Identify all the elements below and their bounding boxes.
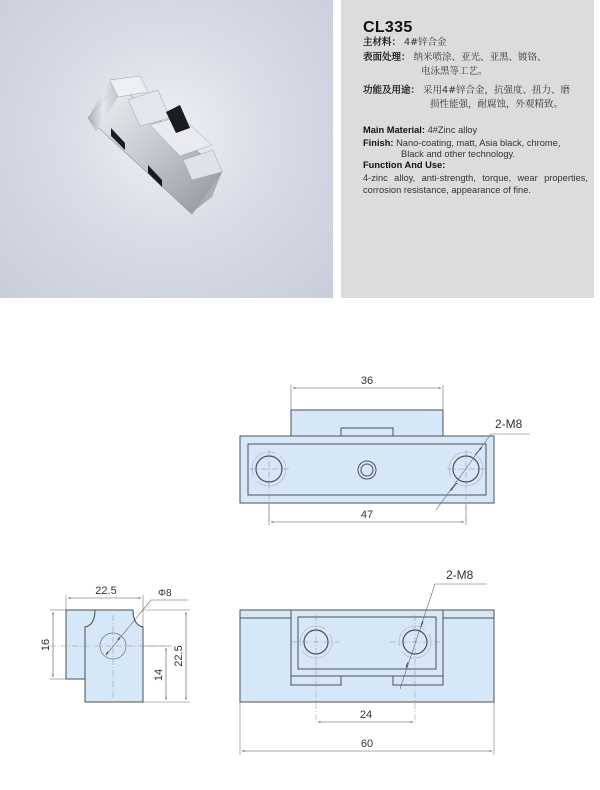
cn-function-label: 功能及用途： [363, 85, 421, 96]
dim-60: 60 [360, 738, 374, 750]
dim-22-5-width: 22.5 [95, 585, 117, 597]
en-material-value: 4#Zinc alloy [427, 125, 478, 135]
cn-function-row [363, 84, 570, 98]
dim-47: 47 [360, 509, 374, 521]
spec-panel [341, 0, 594, 298]
cn-finish-label: 表面处理： [363, 52, 411, 63]
cn-material-row [363, 36, 447, 50]
en-finish-row [363, 138, 560, 150]
en-material-row [363, 125, 477, 137]
en-finish-label: Finish: [363, 138, 394, 148]
cn-material-value: 4#锌合金 [404, 37, 447, 48]
callout-2-m8-top: 2-M8 [495, 417, 523, 431]
cn-finish-row [363, 51, 547, 65]
dim-24: 24 [359, 709, 373, 721]
cn-finish-value-2: 电泳黑等工艺。 [421, 66, 488, 77]
dim-16: 16 [40, 638, 52, 652]
technical-drawing [0, 300, 600, 785]
en-function-label: Function And Use: [363, 160, 446, 170]
dim-22-5-height: 22.5 [173, 645, 185, 667]
dim-36: 36 [360, 375, 374, 387]
dim-phi-8: Φ8 [158, 588, 172, 599]
en-material-label: Main Material: [363, 125, 425, 135]
side-view [40, 585, 190, 702]
drawing-canvas [0, 300, 600, 785]
top-view [240, 375, 530, 525]
dim-14: 14 [153, 668, 165, 682]
en-finish-value-1: Nano-coating, matt, Asia black, chrome, [396, 138, 561, 148]
hinge-image [0, 0, 333, 298]
model-number: CL335 [363, 19, 413, 36]
cn-finish-value-1: 纳米喷涂、亚光、亚黑、镀铬、 [413, 52, 547, 63]
en-finish-value-2: Black and other technology. [401, 149, 516, 159]
en-function-value: 4-zinc alloy, anti-strength, torque, wear properties, corrosion resistance, appearance of fine. [363, 173, 588, 195]
cn-function-value-1: 采用4#锌合金，抗强度、扭力、磨 [423, 85, 571, 96]
cn-material-label: 主材料： [363, 37, 402, 48]
callout-2-m8-front: 2-M8 [446, 568, 474, 582]
cn-function-value-2: 损性能强，耐腐蚀，外观精致。 [430, 99, 564, 110]
front-view [240, 568, 494, 755]
product-photo [0, 0, 333, 298]
